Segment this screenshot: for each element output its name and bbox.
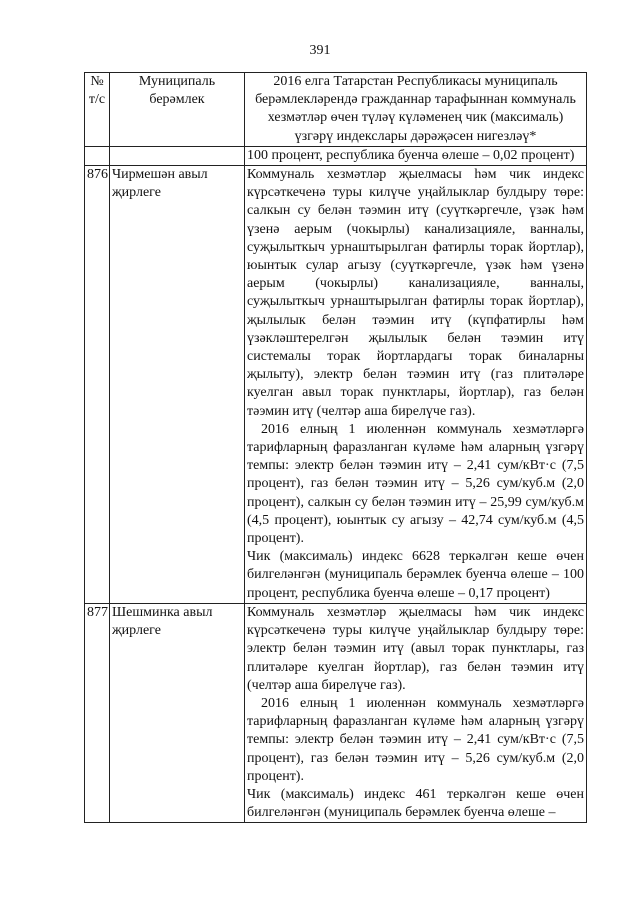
header-description: 2016 елга Татарстан Республикасы муниципаль берәмлекләрендә гражданнар тарафыннан коммуналь хезмәтләр өчен түләү күләменең чик (максималь) үзгәрү индекслары дәрәҗәсен нигезләү*	[245, 73, 587, 147]
table-row-continuation	[85, 146, 587, 165]
header-number: № т/с	[85, 73, 110, 147]
indices-table	[84, 72, 587, 823]
description-paragraph: 2016 елның 1 июленнән коммуналь хезмәтләргә тарифларның фаразланган күләме һәм аларның үзгәрү темпы: электр белән тәэмин итү – 2,41 сум/кВт·с (7,5 процент), газ белән тәэмин итү – 5,26 сум/куб.м (2,0 процент), салкын су белән тәэмин итү – 25,99 сум/куб.м (4,5 процент), юынтык су агызу – 42,74 сум/куб.м (4,5 процент).	[247, 421, 584, 547]
table-header-row	[85, 73, 587, 147]
description-paragraph: Коммуналь хезмәтләр җыелмасы һәм чик индекс күрсәткеченә туры килүче уңайлыклар булдыру төре: салкын су белән тәэмин итү (суүткәргечле, үзәк һәм үзенә аерым (чокырлы) канализацияле, ванналы, суҗылыткыч урнаштырылган фатирлы торак йортлар), юынтык сулар агызу (суүткәргечле, үзәк һәм үзенә аерым (чокырлы) канализацияле, ванналы, суҗылыткыч урнаштырылган фатирлы торак йортлар), җылылык белән тәэмин итү (күпфатирлы һәм үзәкләштерелгән җылылык белән тәэмин итү системалы торак йортлардагы торак биналарны җылыту), электр белән тәэмин итү (газ плитәләре куелган авыл торак пунктлары, йортлар), газ белән тәэмин итү (челтәр аша бирелүче газ).	[247, 167, 584, 419]
row-number: 877	[85, 603, 110, 822]
row-description	[245, 166, 587, 604]
table-row	[85, 166, 587, 604]
description-paragraph: Коммуналь хезмәтләр җыелмасы һәм чик индекс күрсәткеченә туры килүче уңайлыклар булдыру төре: электр белән тәэмин итү (авыл торак пунктлары, газ плитәләре куелган йортлар), газ белән тәэмин итү (челтәр аша бирелүче газ).	[247, 604, 584, 693]
continuation-text: 100 процент, республика буенча өлеше – 0,02 процент)	[247, 147, 575, 163]
continuation-municipality-cell	[110, 146, 245, 165]
row-municipality: Шешминка авыл җирлеге	[110, 603, 245, 822]
row-description	[245, 603, 587, 822]
table-row	[85, 603, 587, 822]
page-number: 391	[309, 43, 331, 58]
continuation-description-cell	[245, 146, 587, 165]
row-municipality: Чирмешән авыл җирлеге	[110, 166, 245, 604]
row-number: 876	[85, 166, 110, 604]
description-paragraph: Чик (максималь) индекс 6628 теркәлгән кеше өчен билгеләнгән (муниципаль берәмлек буенча өлеше – 100 процент, республика буенча өлеше – 0,17 процент)	[247, 549, 584, 601]
header-municipality: Муниципаль берәмлек	[110, 73, 245, 147]
description-paragraph: 2016 елның 1 июленнән коммуналь хезмәтләргә тарифларның фаразланган күләме һәм аларның үзгәрү темпы: электр белән тәэмин итү – 2,41 сум/кВт·с (7,5 процент), газ белән тәэмин итү – 5,26 сум/куб.м (2,0 процент).	[247, 695, 584, 784]
description-paragraph: Чик (максималь) индекс 461 теркәлгән кеше өчен билгеләнгән (муниципаль берәмлек буенча өлеше –	[247, 786, 584, 821]
continuation-number-cell	[85, 146, 110, 165]
